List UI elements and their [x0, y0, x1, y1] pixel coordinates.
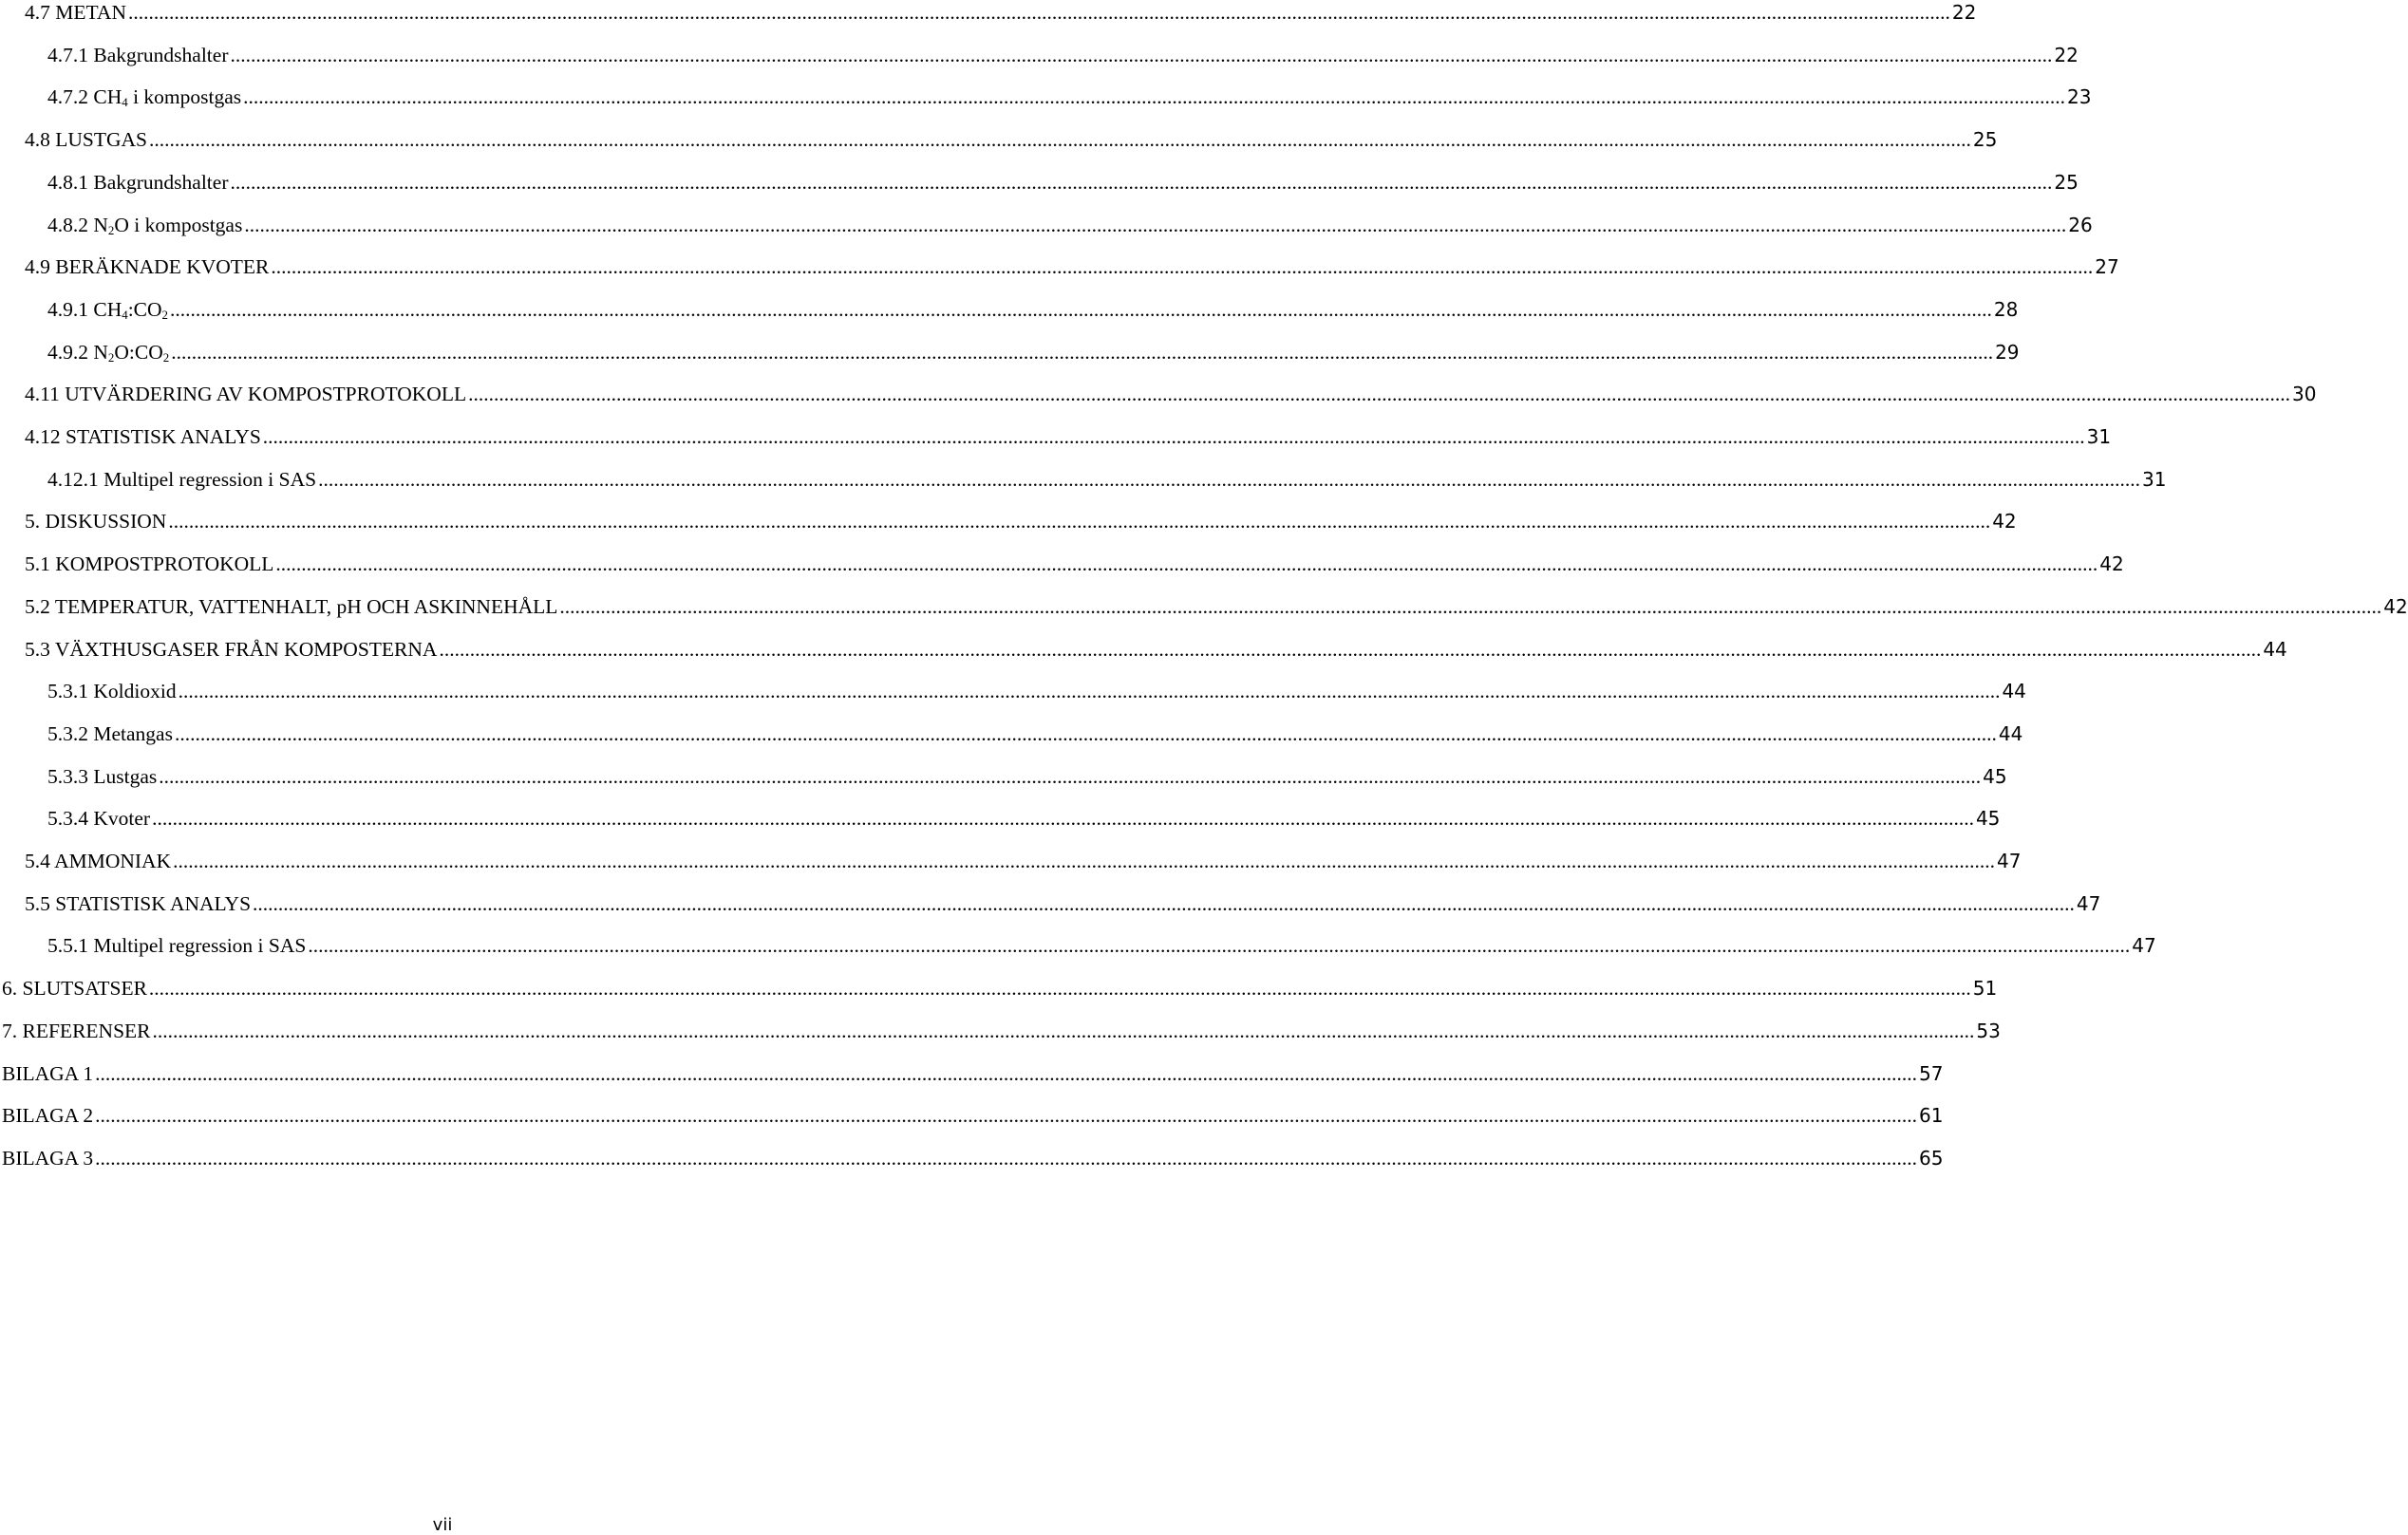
- toc-entry[interactable]: [0, 424, 2112, 449]
- dot-leader: [243, 84, 2065, 109]
- subscript: 2: [161, 309, 168, 323]
- dot-leader: [318, 467, 2140, 492]
- label-text: 4.9.1 CH: [47, 297, 122, 321]
- toc-entry[interactable]: [0, 806, 2001, 831]
- page-number: vii: [432, 1515, 453, 1535]
- label-text: :CO: [127, 297, 162, 321]
- toc-entry[interactable]: [0, 509, 2017, 534]
- toc-entry[interactable]: [0, 1146, 1944, 1170]
- toc-entry-label: 4.11 UTVÄRDERING AV KOMPOSTPROTOKOLL: [25, 383, 467, 406]
- toc-entry-label: 5.2 TEMPERATUR, VATTENHALT, pH OCH ASKINNEHÅLL: [25, 594, 558, 618]
- label-text: O:CO: [114, 340, 163, 364]
- toc-entry-page: 47: [2076, 891, 2101, 915]
- toc-entry-page: 22: [2054, 43, 2079, 66]
- toc-entry-page: 57: [1919, 1061, 1944, 1085]
- toc-entry-page: 28: [1993, 297, 2019, 321]
- toc-entry-label: 4.7 METAN: [25, 1, 126, 24]
- toc-entry[interactable]: [0, 976, 1998, 1001]
- dot-leader: [152, 806, 1974, 831]
- dot-leader: [230, 43, 2052, 67]
- subscript: 2: [107, 350, 115, 365]
- toc-entry-label: 5.5 STATISTISK ANALYS: [25, 891, 252, 915]
- toc-entry-page: 47: [1996, 850, 2022, 872]
- subscript: 2: [162, 350, 170, 365]
- toc-entry[interactable]: [0, 170, 2079, 195]
- dot-leader: [175, 721, 1997, 746]
- toc-entry-label: 4.7.1 Bakgrundshalter: [47, 43, 229, 66]
- dot-leader: [95, 1103, 1917, 1128]
- toc-entry[interactable]: [0, 721, 2023, 746]
- toc-entry-label: 6. SLUTSATSER: [2, 977, 147, 1001]
- dot-leader: [179, 679, 2001, 703]
- toc-entry-page: 30: [2291, 383, 2317, 406]
- toc-entry[interactable]: [0, 849, 2022, 873]
- toc-entry[interactable]: [0, 637, 2287, 662]
- toc-entry[interactable]: [0, 127, 1998, 152]
- dot-leader: [275, 552, 2098, 576]
- toc-entry-label: 5.3 VÄXTHUSGASER FRÅN KOMPOSTERNA: [25, 637, 438, 661]
- dot-leader: [173, 849, 1995, 873]
- toc-entry-label: [47, 297, 168, 322]
- toc-entry[interactable]: [0, 297, 2019, 323]
- toc-entry[interactable]: [0, 254, 2119, 279]
- toc-entry[interactable]: [0, 43, 2079, 67]
- toc-entry-label: 4.9 BERÄKNADE KVOTER: [25, 255, 270, 279]
- subscript: 4: [122, 309, 128, 323]
- dot-leader: [244, 213, 2066, 237]
- toc-entry[interactable]: [0, 594, 2408, 619]
- toc-entry[interactable]: [0, 382, 2317, 406]
- toc-entry-page: 61: [1919, 1104, 1944, 1128]
- toc-entry-page: 45: [1983, 764, 2007, 788]
- toc-entry-label: 7. REFERENSER: [2, 1019, 151, 1042]
- dot-leader: [95, 1146, 1917, 1170]
- toc-entry-page: 42: [2099, 552, 2124, 576]
- toc-entry-label: 5.3.2 Metangas: [47, 721, 173, 745]
- dot-leader: [95, 1061, 1917, 1086]
- toc-entry[interactable]: [0, 84, 2092, 110]
- label-text: 4.8.2 N: [47, 213, 108, 236]
- toc-entry-page: 23: [2067, 85, 2092, 109]
- toc-entry-label: 5.5.1 Multipel regression i SAS: [47, 934, 307, 958]
- label-text: 4.7.2 CH: [47, 85, 122, 109]
- toc-entry-label: BILAGA 2: [2, 1104, 94, 1128]
- toc-entry-page: 65: [1919, 1146, 1944, 1170]
- toc-entry-label: 5.4 AMMONIAK: [25, 850, 172, 872]
- subscript: 4: [122, 96, 128, 110]
- subscript: 2: [107, 223, 115, 237]
- toc-entry-label: BILAGA 1: [2, 1061, 94, 1085]
- toc-entry-label: BILAGA 3: [2, 1146, 94, 1170]
- toc-entry-page: 27: [2095, 255, 2119, 279]
- toc-entry[interactable]: [0, 764, 2007, 789]
- dot-leader: [149, 976, 1971, 1001]
- dot-leader: [230, 170, 2052, 195]
- dot-leader: [159, 764, 1981, 789]
- toc-entry[interactable]: [0, 467, 2167, 492]
- toc-entry-label: [47, 84, 241, 109]
- toc-entry[interactable]: [0, 340, 2020, 365]
- toc-entry-label: 4.12.1 Multipel regression i SAS: [47, 467, 317, 491]
- toc-entry-page: 25: [2054, 170, 2079, 194]
- toc-entry-page: 44: [2002, 680, 2026, 703]
- dot-leader: [171, 340, 1993, 365]
- toc-entry-page: 26: [2068, 213, 2093, 236]
- toc-entry-page: 45: [1975, 807, 2001, 831]
- dot-leader: [468, 382, 2290, 406]
- toc-entry[interactable]: [0, 1103, 1944, 1128]
- toc-entry-page: 29: [1995, 340, 2020, 364]
- dot-leader: [559, 594, 2381, 619]
- toc-entry-page: 44: [2263, 637, 2287, 661]
- toc-entry-label: 5.3.4 Kvoter: [47, 807, 151, 831]
- toc-entry-page: 51: [1972, 977, 1998, 1001]
- toc-entry-label: 5. DISKUSSION: [25, 510, 167, 534]
- toc-entry-page: 53: [1976, 1019, 2001, 1042]
- label-text: i kompostgas: [127, 85, 242, 109]
- toc-entry-page: 25: [1972, 128, 1998, 152]
- dot-leader: [253, 891, 2075, 916]
- toc-entry[interactable]: [0, 933, 2156, 958]
- toc-entry-label: 4.8.1 Bakgrundshalter: [47, 170, 229, 194]
- toc-entry-page: 44: [1998, 721, 2023, 745]
- dot-leader: [271, 254, 2093, 279]
- toc-entry[interactable]: [0, 552, 2124, 576]
- toc-entry-page: 31: [2086, 425, 2112, 448]
- label-text: O i kompostgas: [114, 213, 243, 236]
- toc-entry-label: 4.12 STATISTISK ANALYS: [25, 425, 261, 448]
- toc-entry-page: 22: [1951, 1, 1977, 24]
- toc-entry[interactable]: [0, 0, 1977, 25]
- toc-entry-page: 47: [2132, 934, 2156, 958]
- toc-entry-label: 5.3.3 Lustgas: [47, 764, 158, 788]
- label-text: 4.9.2 N: [47, 340, 108, 364]
- toc-entry-page: 42: [1992, 510, 2017, 534]
- toc-entry-page: 31: [2141, 467, 2167, 491]
- dot-leader: [153, 1019, 1975, 1043]
- toc-entry-label: 5.3.1 Koldioxid: [47, 680, 177, 703]
- toc-entry-page: 42: [2383, 594, 2408, 618]
- toc-entry-label: 4.8 LUSTGAS: [25, 128, 148, 152]
- toc-entry[interactable]: [0, 679, 2026, 703]
- dot-leader: [149, 127, 1971, 152]
- toc-entry-label: [47, 340, 169, 365]
- toc-entry[interactable]: [0, 213, 2093, 237]
- dot-leader: [308, 933, 2130, 958]
- dot-leader: [170, 297, 1992, 322]
- dot-leader: [263, 424, 2085, 449]
- toc-entry[interactable]: [0, 1019, 2001, 1043]
- dot-leader: [168, 509, 1990, 534]
- toc-entry[interactable]: [0, 1061, 1944, 1086]
- dot-leader: [128, 0, 1950, 25]
- toc-entry-label: [47, 213, 242, 237]
- toc-entry-label: 5.1 KOMPOSTPROTOKOLL: [25, 552, 274, 576]
- dot-leader: [439, 637, 2261, 662]
- toc-entry[interactable]: [0, 891, 2101, 916]
